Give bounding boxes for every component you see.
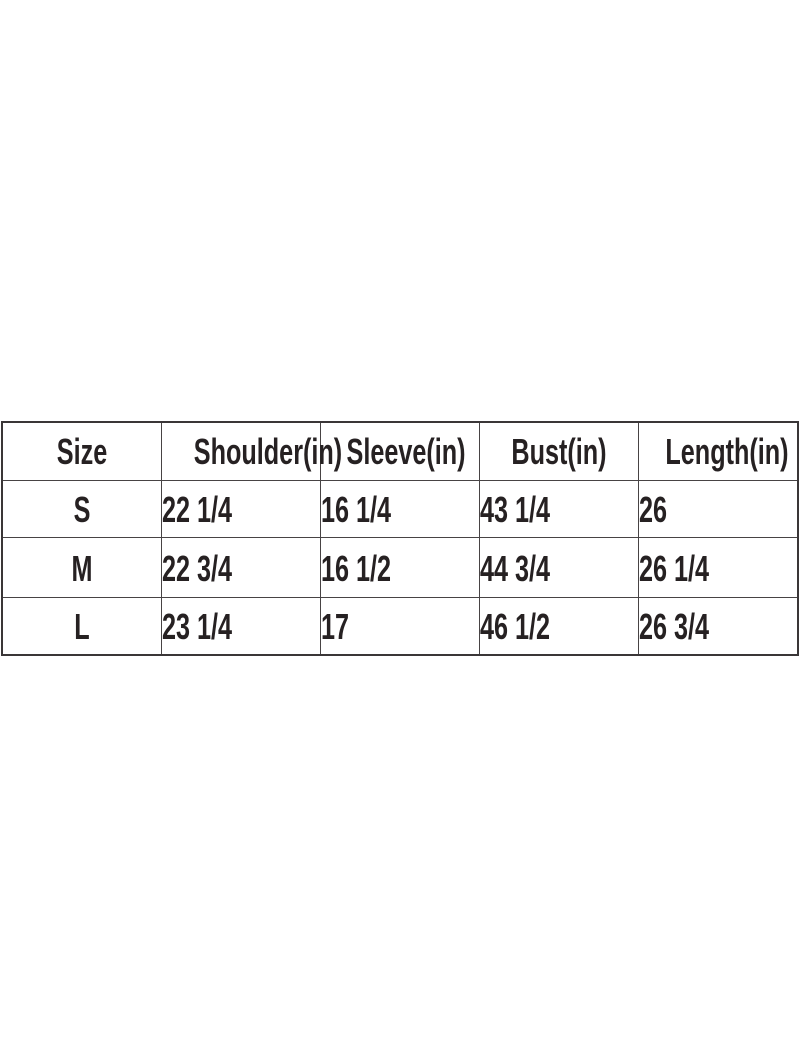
cell-l-sleeve	[320, 597, 479, 655]
size-chart-table	[1, 421, 799, 656]
cell-l-shoulder	[161, 597, 320, 655]
column-header-size-label: Size	[56, 430, 108, 472]
cell-m-sleeve	[320, 537, 479, 597]
cell-l-size-value: L	[74, 606, 90, 648]
cell-s-bust	[480, 480, 639, 537]
column-header-length-label: Length(in)	[665, 430, 789, 472]
size-row-s	[2, 480, 798, 537]
column-header-bust	[480, 422, 639, 480]
cell-s-bust-value: 43 1/4	[480, 489, 551, 530]
column-header-shoulder-label: Shoulder(in)	[193, 430, 342, 472]
cell-m-bust	[480, 537, 639, 597]
cell-l-shoulder-value: 23 1/4	[161, 606, 232, 648]
cell-l-bust	[480, 597, 639, 655]
cell-s-sleeve-value: 16 1/4	[320, 489, 391, 530]
cell-s-shoulder	[161, 480, 320, 537]
column-header-length	[639, 422, 798, 480]
size-row-l	[2, 597, 798, 655]
cell-l-length-value: 26 3/4	[639, 606, 710, 648]
cell-s-length	[639, 480, 798, 537]
column-header-size	[2, 422, 161, 480]
cell-l-sleeve-value: 17	[320, 606, 349, 648]
cell-m-bust-value: 44 3/4	[480, 547, 551, 589]
column-header-sleeve	[320, 422, 479, 480]
column-header-shoulder	[161, 422, 342, 480]
column-header-bust-label: Bust(in)	[511, 430, 607, 472]
cell-m-length-value: 26 1/4	[639, 547, 710, 589]
cell-l-length	[639, 597, 798, 655]
cell-s-shoulder-value: 22 1/4	[161, 489, 232, 530]
cell-s-size	[2, 480, 161, 537]
cell-m-sleeve-value: 16 1/2	[320, 547, 391, 589]
column-header-sleeve-label: Sleeve(in)	[346, 430, 466, 472]
cell-m-size-value: M	[71, 547, 93, 589]
cell-s-length-value: 26	[639, 489, 668, 530]
cell-s-size-value: S	[73, 489, 91, 530]
cell-l-bust-value: 46 1/2	[480, 606, 551, 648]
header-row	[2, 422, 798, 480]
size-row-m	[2, 537, 798, 597]
cell-l-size	[2, 597, 161, 655]
cell-s-sleeve	[320, 480, 479, 537]
cell-m-shoulder	[161, 537, 320, 597]
cell-m-size	[2, 537, 161, 597]
cell-m-length	[639, 537, 798, 597]
cell-m-shoulder-value: 22 3/4	[161, 547, 232, 589]
